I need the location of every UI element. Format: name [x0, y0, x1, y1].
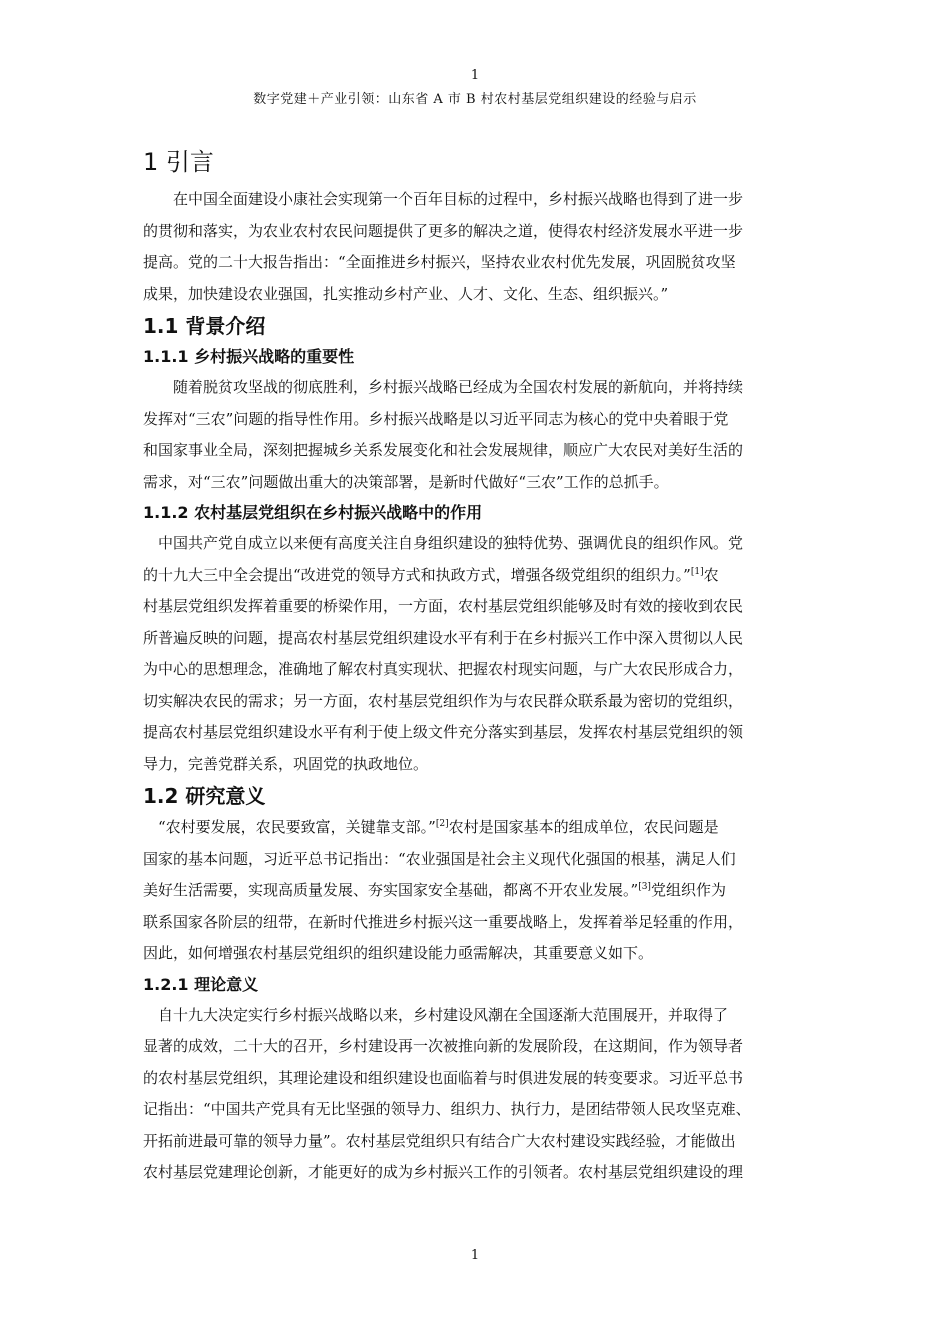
text-span: “农村要发展，农民要致富，关键靠支部。” — [143, 818, 436, 836]
text-line: 导力，完善党群关系，巩固党的执政地位。 — [143, 754, 429, 773]
section-1-paragraph — [143, 184, 813, 310]
text-line: 切实解决农民的需求；另一方面，农村基层党组织作为与农民群众联系最为密切的党组织， — [143, 691, 744, 710]
section-1-1-2-heading: 1.1.2 农村基层党组织在乡村振兴战略中的作用 — [143, 503, 483, 522]
text-line: 自十九大决定实行乡村振兴战略以来，乡村建设风潮在全国逐渐大范围展开，并取得了 — [143, 1005, 729, 1024]
section-1-2-1-heading: 1.2.1 理论意义 — [143, 974, 259, 994]
text-span: 的十九大三中全会提出“改进党的领导方式和执政方式，增强各级党组织的组织力。” — [143, 565, 691, 584]
text-span: 美好生活需要，实现高质量发展、夯实国家安全基础，都离不开农业发展。” — [143, 881, 639, 899]
section-1-1-1-heading: 1.1.1 乡村振兴战略的重要性 — [143, 347, 355, 366]
text-line: 提高。党的二十大报告指出：“全面推进乡村振兴，坚持农业农村优先发展，巩固脱贫攻坚 — [143, 253, 736, 271]
text-line: 显著的成效，二十大的召开，乡村建设再一次被推向新的发展阶段，在这期间，作为领导者 — [143, 1037, 744, 1055]
text-line: 村基层党组织发挥着重要的桥梁作用，一方面，农村基层党组织能够及时有效的接收到农民 — [143, 597, 744, 615]
text-span: 党组织作为 — [650, 881, 726, 899]
text-line: 随着脱贫攻坚战的彻底胜利，乡村振兴战略已经成为全国农村发展的新航向，并将持续 — [143, 378, 744, 396]
text-line: 国家的基本问题，习近平总书记指出：“农业强国是社会主义现代化强国的根基，满足人们 — [143, 849, 736, 868]
page-number-bottom: 1 — [470, 1248, 480, 1263]
text-line: 需求，对“三农”问题做出重大的决策部署，是新时代做好“三农”工作的总抓手。 — [143, 472, 669, 491]
text-line: 在中国全面建设小康社会实现第一个百年目标的过程中，乡村振兴战略也得到了进一步 — [143, 190, 744, 208]
text-line: 所普遍反映的问题，提高农村基层党组织建设水平有利于在乡村振兴工作中深入贯彻以人民 — [143, 628, 744, 647]
text-line: 成果，加快建设农业强国，扎实推动乡村产业、人才、文化、生态、组织振兴。” — [143, 284, 669, 303]
document-body — [143, 140, 813, 1189]
text-line: 联系国家各阶层的纽带，在新时代推进乡村振兴这一重要战略上，发挥着举足轻重的作用， — [143, 912, 744, 931]
section-1-2-paragraph — [143, 812, 813, 970]
text-line: 的贯彻和落实，为农业农村农民问题提供了更多的解决之道，使得农村经济发展水平进一步 — [143, 221, 744, 240]
section-1-2-heading: 1.2 研究意义 — [143, 784, 266, 808]
text-line: 中国共产党自成立以来便有高度关注自身组织建设的独特优势、强调优良的组织作风。党 — [143, 534, 744, 552]
text-line — [143, 812, 813, 844]
text-line — [143, 560, 813, 592]
citation-ref-2[interactable]: [2] — [435, 819, 449, 829]
page-number-top: 1 — [470, 68, 480, 83]
section-1-1-2-paragraph — [143, 528, 813, 780]
section-1-2-1-paragraph — [143, 1000, 813, 1189]
section-1-heading: 1 引言 — [143, 148, 214, 176]
running-header-title: 数字党建＋产业引领：山东省 A 市 B 村农村基层党组织建设的经验与启示 — [253, 92, 697, 107]
text-line: 记指出：“中国共产党具有无比坚强的领导力、组织力、执行力，是团结带领人民攻坚克难、 — [143, 1100, 751, 1118]
text-line: 因此，如何增强农村基层党组织的组织建设能力亟需解决，其重要意义如下。 — [143, 944, 654, 962]
text-line — [143, 875, 813, 907]
text-span: 农村是国家基本的组成单位，农民问题是 — [448, 818, 719, 836]
text-line: 和国家事业全局，深刻把握城乡关系发展变化和社会发展规律，顺应广大农民对美好生活的 — [143, 441, 744, 459]
section-1-1-1-paragraph — [143, 372, 813, 498]
text-line: 开拓前进最可靠的领导力量”。农村基层党组织只有结合广大农村建设实践经验，才能做出 — [143, 1131, 736, 1150]
citation-ref-1[interactable]: [1] — [690, 566, 704, 577]
text-line: 发挥对“三农”问题的指导性作用。乡村振兴战略是以习近平同志为核心的党中央着眼于党 — [143, 409, 729, 428]
section-1-1-heading: 1.1 背景介绍 — [143, 314, 266, 338]
text-line: 农村基层党建理论创新，才能更好的成为乡村振兴工作的引领者。农村基层党组织建设的理 — [143, 1163, 744, 1181]
text-line: 提高农村基层党组织建设水平有利于使上级文件充分落实到基层，发挥农村基层党组织的领 — [143, 723, 744, 741]
text-span: 农 — [703, 565, 719, 584]
text-line: 的农村基层党组织，其理论建设和组织建设也面临着与时俱进发展的转变要求。习近平总书 — [143, 1068, 744, 1087]
citation-ref-3[interactable]: [3] — [638, 882, 651, 892]
text-line: 为中心的思想理念，准确地了解农村真实现状、把握农村现实问题，与广大农民形成合力， — [143, 660, 744, 678]
